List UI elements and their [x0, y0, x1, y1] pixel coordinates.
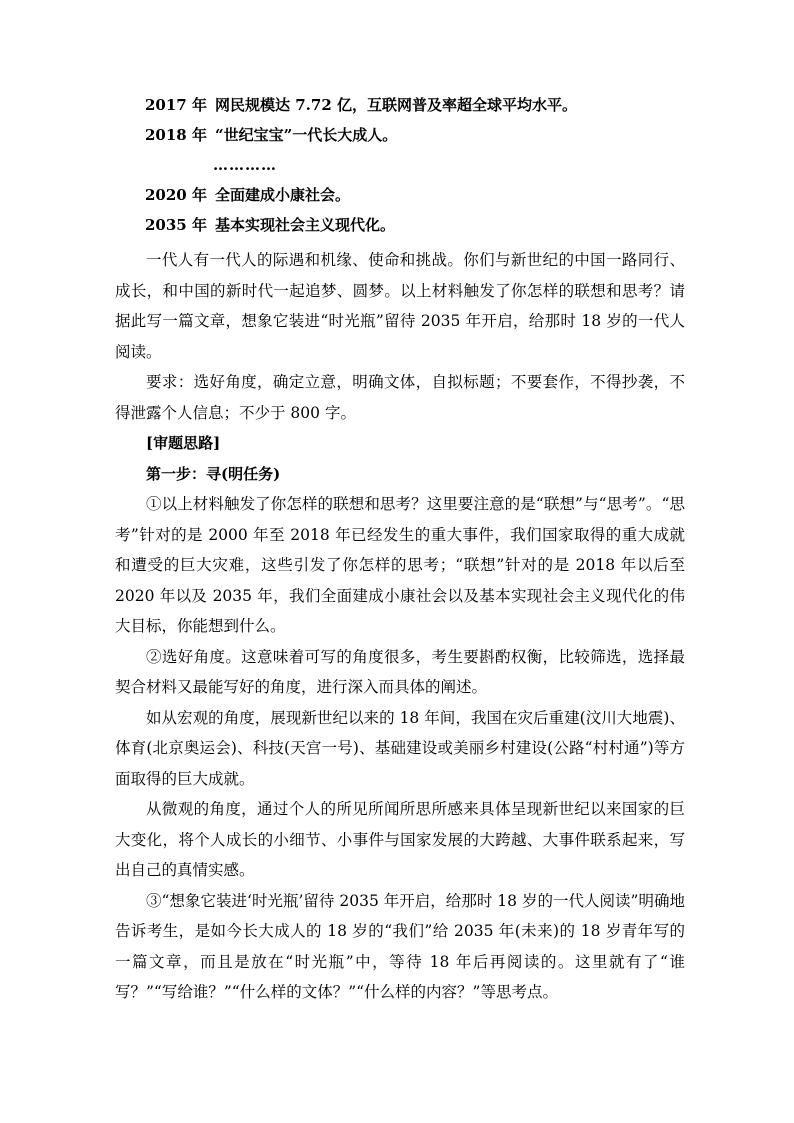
section-label: [审题思路]: [146, 434, 221, 452]
analysis-paragraph: ②选好角度。这意味着可写的角度很多，考生要斟酌权衡，比较筛选，选择最契合材料又最能写好的角度，进行深入而具体的阐述。: [115, 647, 685, 696]
timeline-row: [115, 125, 685, 155]
analysis-paragraph: ①以上材料触发了你怎样的联想和思考？这里要注意的是“联想”与“思考”。“思考”针对的是 2000 年至 2018 年已经发生的重大事件，我们国家取得的重大成就和遭受的巨大灾难，这些引发了你怎样的思考；“联想”针对的是 2018 年以后至 2020 年以及 2035 年，我们全面建成小康社会以及基本实现社会主义现代化的伟大目标，你能想到什么。: [115, 495, 685, 635]
requirements-paragraph: 要求：选好角度，确定立意，明确文体，自拟标题；不要套作，不得抄袭，不得泄露个人信息；不少于 800 字。: [115, 373, 685, 422]
timeline-year: 2020 年: [145, 186, 207, 204]
analysis-paragraph: 从微观的角度，通过个人的所见所闻所思所感来具体呈现新世纪以来国家的巨大变化，将个人成长的小细节、小事件与国家发展的大跨越、大事件联系起来，写出自己的真情实感。: [115, 800, 685, 879]
timeline-ellipsis: …………: [213, 156, 277, 174]
analysis-paragraph: ③“想象它装进‘时光瓶’留待 2035 年开启，给那时 18 岁的一代人阅读”明确地告诉考生，是如今长大成人的 18 岁的“我们”给 2035 年(未来)的 18 岁青年写的一篇文章，而且是放在“时光瓶”中，等待 18 年后再阅读的。这里就有了“谁写？”“写给谁？”“什么样的文体？”“什么样的内容？”等思考点。: [115, 891, 685, 1001]
timeline-text: 全面建成小康社会。: [215, 186, 351, 204]
timeline-row: [115, 95, 685, 125]
timeline-row: [115, 215, 685, 245]
analysis-paragraph: 如从宏观的角度，展现新世纪以来的 18 年间，我国在灾后重建(汶川大地震)、体育(北京奥运会)、科技(天宫一号)、基础建设或美丽乡村建设(公路“村村通”)等方面取得的巨大成就。: [115, 708, 685, 788]
timeline-year: 2017 年: [145, 96, 207, 114]
timeline-year: 2035 年: [145, 216, 207, 234]
timeline-text: 网民规模达 7.72 亿，互联网普及率超全球平均水平。: [215, 96, 577, 114]
timeline-row: [115, 185, 685, 215]
step-title: 第一步：寻(明任务): [146, 464, 281, 483]
prompt-paragraph: 一代人有一代人的际遇和机缘、使命和挑战。你们与新世纪的中国一路同行、成长，和中国的新时代一起追梦、圆梦。以上材料触发了你怎样的联想和思考？请据此写一篇文章，想象它装进“时光瓶”留待 2035 年开启，给那时 18 岁的一代人阅读。: [115, 251, 685, 361]
timeline-text: 基本实现社会主义现代化。: [215, 216, 396, 234]
document-body: [115, 95, 685, 1008]
timeline-text: “世纪宝宝”一代长大成人。: [215, 126, 398, 144]
timeline-year: 2018 年: [145, 126, 207, 144]
